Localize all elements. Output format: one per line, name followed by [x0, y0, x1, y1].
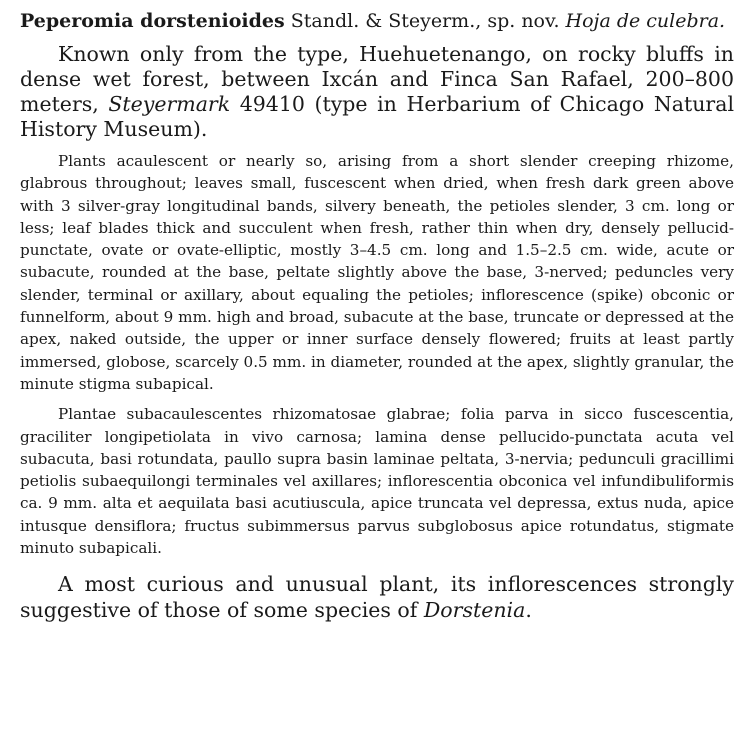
closing-paragraph: [20, 571, 734, 623]
distribution-paragraph: [20, 42, 734, 142]
distribution-text-end: 49410 (type in Herbarium of Chicago Natural History Museum).: [20, 92, 735, 141]
english-description-paragraph: Plants acaulescent or nearly so, arising from a short slender creeping rhizome, glabrous throughout; leaves small, fuscescent when dried, when fresh dark green above with 3 silver-gray longitudinal bands, silvery beneath, the petioles slender, 3 cm. long or less; leaf blades thick and succulent when fresh, rather thin when dry, densely pellucid-punctate, ovate or ovate-elliptic, mostly 3–4.5 cm. long and 1.5–2.5 cm. wide, acute or subacute, rounded at the base, peltate slightly above the base, 3-nerved; peduncles very slender, terminal or axillary, about equaling the petioles; inflorescence (spike) obconic or funnelform, about 9 mm. high and broad, subacute at the base, truncate or depressed at the apex, naked outside, the upper or inner surface densely flowered; fruits at least partly immersed, globose, scarcely 0.5 mm. in diameter, rounded at the apex, slightly granular, the minute stigma subapical.: [20, 152, 734, 393]
genus-name: Dorstenia: [423, 598, 526, 623]
species-name: Peperomia dorstenioides: [20, 10, 285, 32]
distribution-text: Known only from the type, Huehuetenango, on rocky bluffs in dense wet forest, between Ixcán and Finca San Rafael, 200–800 meters,: [20, 42, 734, 116]
document-page: [20, 8, 734, 631]
vernacular-name: Hoja de culebra.: [565, 10, 726, 32]
latin-description-paragraph: Plantae subacaulescentes rhizomatosae glabrae; folia parva in sicco fuscescentia, graciliter longipetiolata in vivo carnosa; lamina dense pellucido-punctata acuta vel subacuta, basi rotundata, paullo supra basin laminae peltata, 3-nervia; pedunculi gracillimi petiolis subaequilongi terminales vel axillares; inflorescentia obconica vel infundibuliformis ca. 9 mm. alta et aequilata basi acutiuscula, apice truncata vel depressa, extus nuda, apice intusque densiflora; fructus subimmersus parvus subglobosus apice rotundatus, stigmate minuto subapicali.: [20, 405, 734, 558]
species-authority: Standl. & Steyerm., sp. nov.: [284, 10, 566, 32]
closing-text-end: .: [525, 598, 532, 623]
species-heading: [20, 8, 734, 34]
collector-name: Steyermark: [108, 92, 231, 116]
closing-text: A most curious and unusual plant, its inflorescences strongly suggestive of those of some species of: [20, 572, 734, 623]
